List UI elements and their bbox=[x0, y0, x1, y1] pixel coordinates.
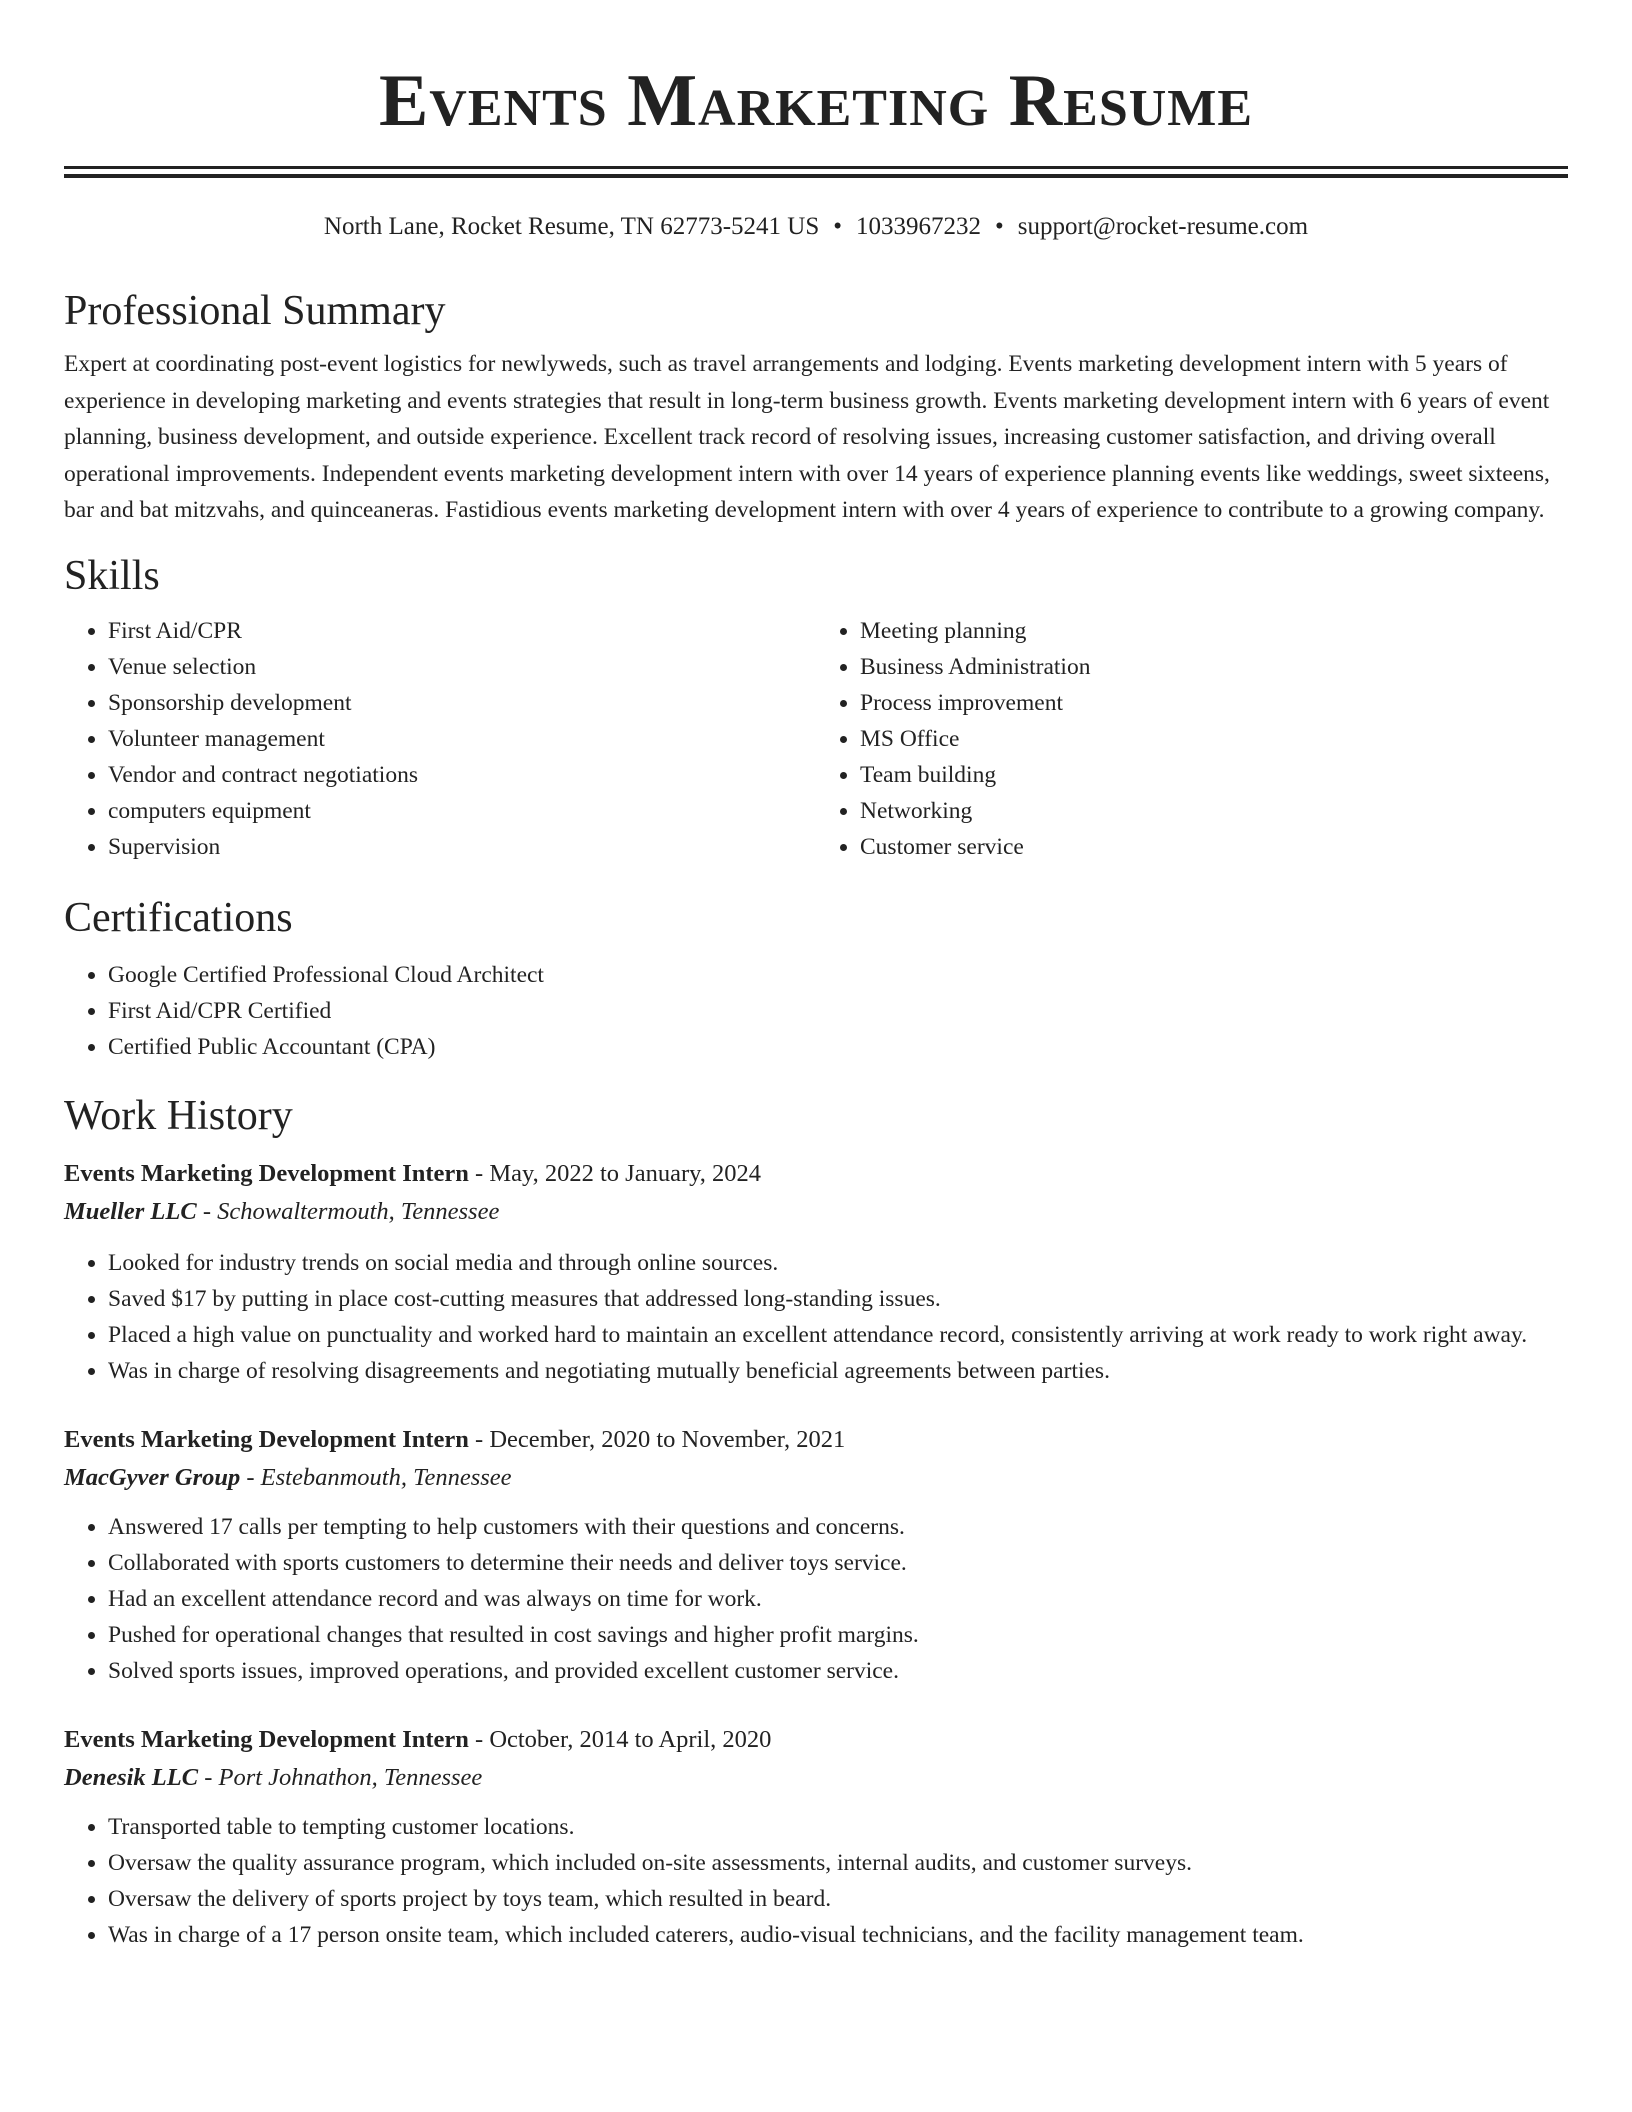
job-bullet: • Was in charge of a 17 person onsite team, which included caterers, audio-visual technicians, and the facility management team. bbox=[108, 1917, 1568, 1953]
job-header: Events Marketing Development Intern - October, 2014 to April, 2020 bbox=[64, 1725, 772, 1753]
job-bullets bbox=[64, 1245, 1568, 1389]
job-entry bbox=[64, 1155, 1568, 1389]
skill-item: • Volunteer management bbox=[108, 721, 816, 757]
certification-item: • Google Certified Professional Cloud Architect bbox=[108, 957, 1568, 993]
job-company: MacGyver Group bbox=[64, 1463, 241, 1491]
skill-item: • Customer service bbox=[860, 829, 1568, 865]
skill-item: • Venue selection bbox=[108, 649, 816, 685]
job-location: Schowaltermouth, Tennessee bbox=[217, 1197, 500, 1225]
job-dates: December, 2020 to November, 2021 bbox=[489, 1425, 846, 1453]
contact-address: North Lane, Rocket Resume, TN 62773-5241 US bbox=[323, 213, 820, 240]
job-company: Denesik LLC bbox=[64, 1763, 199, 1791]
summary-text: Expert at coordinating post-event logistics for newlyweds, such as travel arrangements and lodging. Events marketing development intern with 5 years of experience in developing marketing and events strategies that result in long-term business growth. Events marketing development intern with 6 years of event planning, business development, and outside experience. Excellent track record of resolving issues, increasing customer satisfaction, and driving overall operational improvements. Independent events marketing development intern with over 14 years of experience planning events like weddings, sweet sixteens, bar and bat mitzvahs, and quinceaneras. Fastidious events marketing development intern with over 4 years of experience to contribute to a growing company. bbox=[64, 351, 1550, 523]
job-dates: October, 2014 to April, 2020 bbox=[489, 1725, 772, 1753]
job-bullets bbox=[64, 1809, 1568, 1953]
job-bullets bbox=[64, 1509, 1568, 1689]
certifications-list bbox=[64, 957, 1568, 1065]
job-bullet: • Collaborated with sports customers to determine their needs and deliver toys service. bbox=[108, 1545, 1568, 1581]
contact-separator: • bbox=[995, 213, 1004, 240]
job-bullet: • Oversaw the delivery of sports project by toys team, which resulted in beard. bbox=[108, 1881, 1568, 1917]
job-dates: May, 2022 to January, 2024 bbox=[489, 1159, 762, 1187]
skill-item: • Business Administration bbox=[860, 649, 1568, 685]
skill-item: • MS Office bbox=[860, 721, 1568, 757]
skill-item: • computers equipment bbox=[108, 793, 816, 829]
job-entry bbox=[64, 1721, 1568, 1953]
certification-item: • First Aid/CPR Certified bbox=[108, 993, 1568, 1029]
job-bullet: • Saved $17 by putting in place cost-cutting measures that addressed long-standing issues. bbox=[108, 1281, 1568, 1317]
skill-item: • Team building bbox=[860, 757, 1568, 793]
job-bullet: • Was in charge of resolving disagreements and negotiating mutually beneficial agreements between parties. bbox=[108, 1353, 1568, 1389]
contact-separator: • bbox=[833, 213, 842, 240]
job-bullet: • Pushed for operational changes that resulted in cost savings and higher profit margins. bbox=[108, 1617, 1568, 1653]
job-company-line: Denesik LLC - Port Johnathon, Tennessee bbox=[64, 1763, 483, 1791]
job-title: Events Marketing Development Intern bbox=[64, 1159, 469, 1187]
skills-columns bbox=[64, 613, 1568, 865]
job-bullet: • Solved sports issues, improved operations, and provided excellent customer service. bbox=[108, 1653, 1568, 1689]
skill-item: • Process improvement bbox=[860, 685, 1568, 721]
skill-item: • Vendor and contract negotiations bbox=[108, 757, 816, 793]
job-header: Events Marketing Development Intern - December, 2020 to November, 2021 bbox=[64, 1425, 846, 1453]
skill-item: • First Aid/CPR bbox=[108, 613, 816, 649]
job-bullet: • Looked for industry trends on social media and through online sources. bbox=[108, 1245, 1568, 1281]
skills-list-right bbox=[816, 613, 1568, 865]
job-company-line: Mueller LLC - Schowaltermouth, Tennessee bbox=[64, 1197, 500, 1225]
certifications-heading: Certifications bbox=[64, 894, 293, 941]
contact-phone: 1033967232 bbox=[856, 213, 981, 240]
job-bullet: • Answered 17 calls per tempting to help customers with their questions and concerns. bbox=[108, 1509, 1568, 1545]
summary-heading: Professional Summary bbox=[64, 288, 446, 334]
skill-item: • Meeting planning bbox=[860, 613, 1568, 649]
job-bullet: • Oversaw the quality assurance program, which included on-site assessments, internal audits, and customer surveys. bbox=[108, 1845, 1568, 1881]
skills-heading: Skills bbox=[64, 552, 160, 599]
certification-item: • Certified Public Accountant (CPA) bbox=[108, 1029, 1568, 1065]
job-header: Events Marketing Development Intern - May, 2022 to January, 2024 bbox=[64, 1159, 762, 1187]
resume-title: Events Marketing Resume bbox=[378, 60, 1254, 142]
contact-line bbox=[64, 212, 1568, 242]
title-divider bbox=[64, 166, 1568, 178]
job-bullet: • Transported table to tempting customer locations. bbox=[108, 1809, 1568, 1845]
skills-list-left bbox=[64, 613, 816, 865]
job-title: Events Marketing Development Intern bbox=[64, 1725, 469, 1753]
job-location: Port Johnathon, Tennessee bbox=[218, 1763, 483, 1791]
job-entry bbox=[64, 1421, 1568, 1689]
skill-item: • Sponsorship development bbox=[108, 685, 816, 721]
skill-item: • Supervision bbox=[108, 829, 816, 865]
skill-item: • Networking bbox=[860, 793, 1568, 829]
job-bullet: • Placed a high value on punctuality and worked hard to maintain an excellent attendance record, consistently arriving at work ready to work right away. bbox=[108, 1317, 1568, 1353]
work-history-heading: Work History bbox=[64, 1092, 293, 1139]
job-location: Estebanmouth, Tennessee bbox=[260, 1463, 512, 1491]
job-company: Mueller LLC bbox=[64, 1197, 197, 1225]
contact-email: support@rocket-resume.com bbox=[1017, 213, 1309, 240]
job-title: Events Marketing Development Intern bbox=[64, 1425, 469, 1453]
job-bullet: • Had an excellent attendance record and was always on time for work. bbox=[108, 1581, 1568, 1617]
job-company-line: MacGyver Group - Estebanmouth, Tennessee bbox=[64, 1463, 512, 1491]
